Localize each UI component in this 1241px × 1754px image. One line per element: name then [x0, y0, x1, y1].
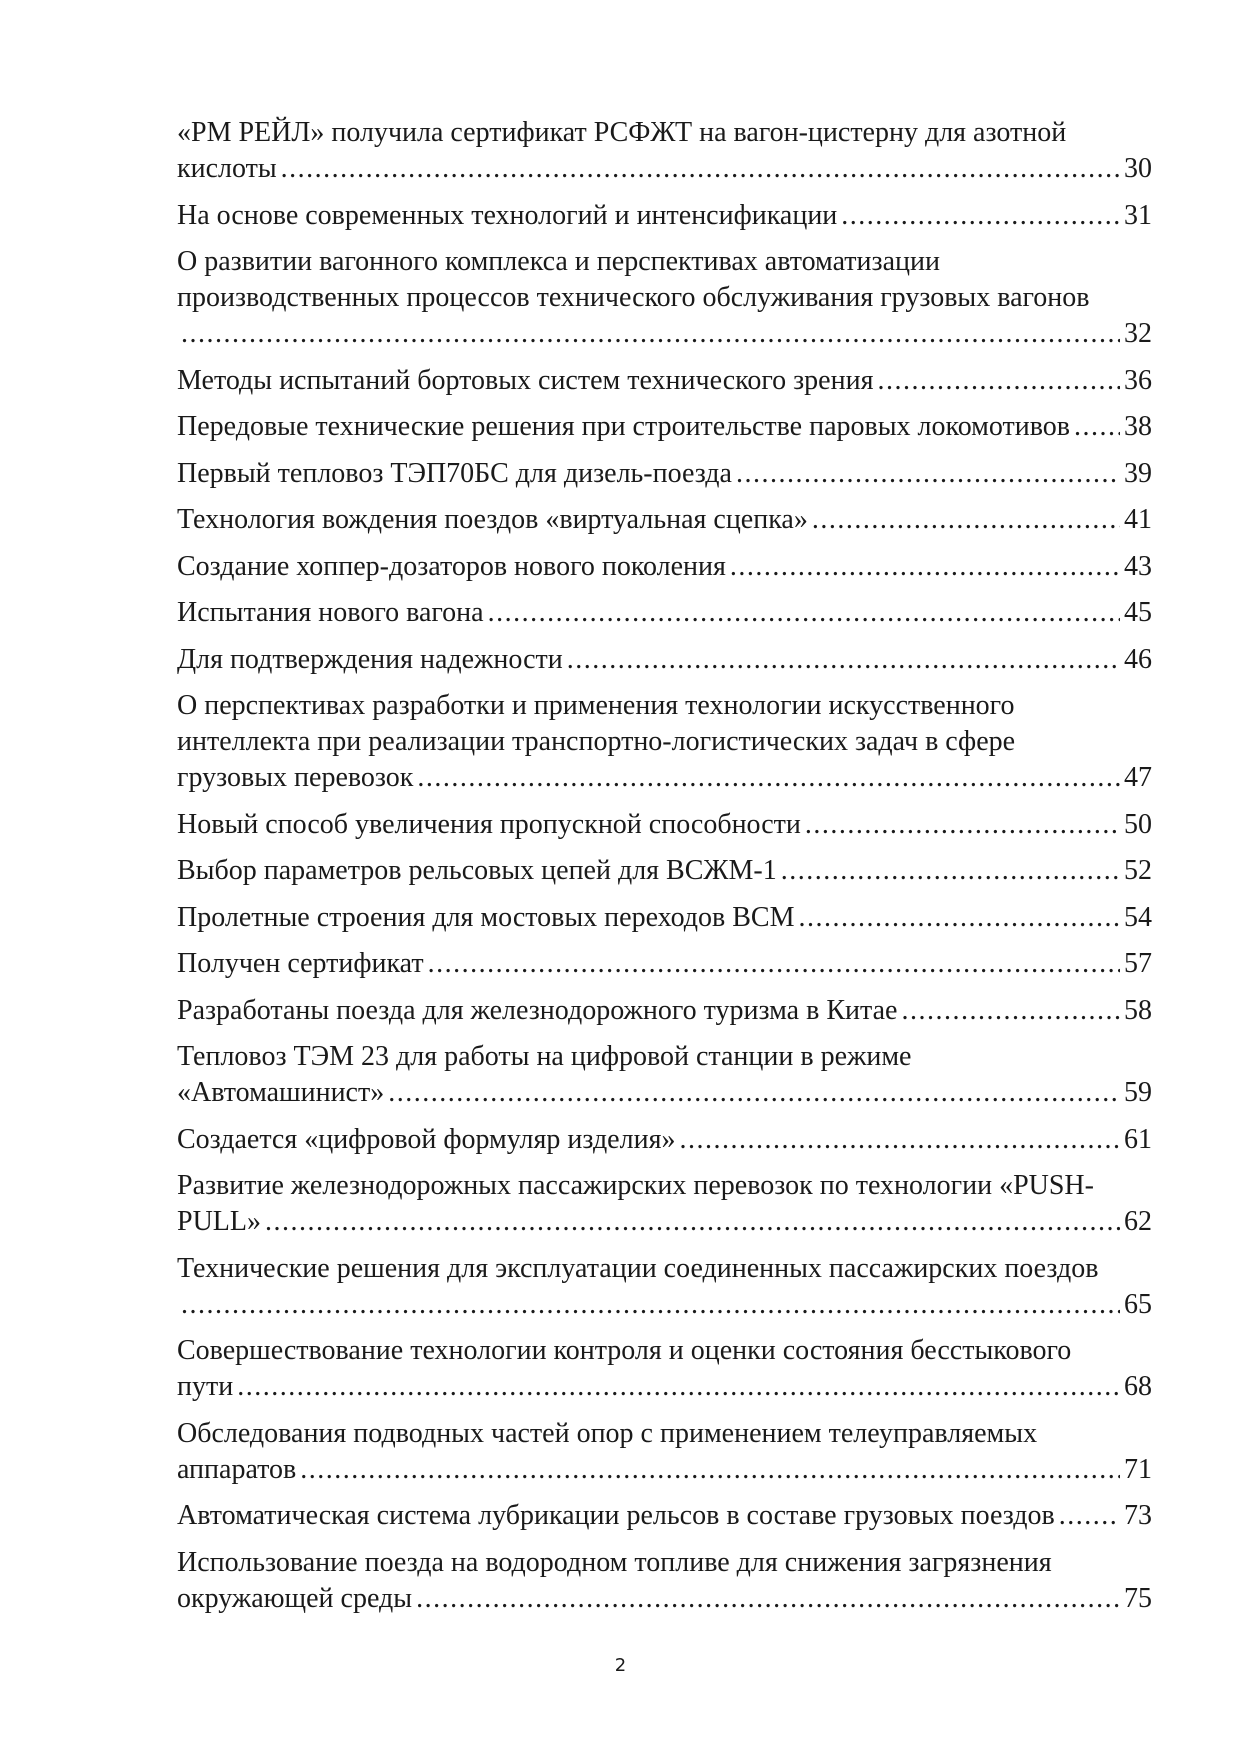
toc-entry-page-number: 47: [1124, 762, 1152, 793]
dot-leader: [799, 900, 1121, 936]
toc-entry-leader-line: [177, 595, 1152, 631]
toc-entry-title-line: Тепловоз ТЭМ 23 для работы на цифровой станции в режиме: [177, 1041, 912, 1072]
toc-entry-title-line: Обследования подводных частей опор с применением телеуправляемых: [177, 1417, 1038, 1449]
toc-entry-page-number: 43: [1124, 550, 1152, 582]
toc-entry[interactable]: [177, 244, 1152, 352]
toc-entry-page-number: 71: [1124, 1453, 1152, 1485]
toc-entry-title-line: Получен сертификат: [177, 948, 424, 979]
toc-entry-title-line: окружающей среды: [177, 1582, 413, 1614]
toc-entry[interactable]: [177, 900, 1152, 936]
toc-entry[interactable]: [177, 946, 1152, 982]
toc-entry-leader-line: [177, 993, 1152, 1029]
toc-entry-title-line: Выбор параметров рельсовых цепей для ВСЖМ-1: [177, 855, 777, 886]
toc-entry[interactable]: [177, 115, 1152, 187]
toc-entry[interactable]: [177, 1122, 1152, 1158]
toc-entry-leader-line: [177, 853, 1152, 889]
dot-leader: [781, 853, 1120, 889]
toc-entry-title-line: аппаратов: [177, 1453, 297, 1485]
dot-leader: [416, 1581, 1120, 1617]
toc-entry-title-line: кислоты: [177, 153, 277, 184]
dot-leader: [181, 1287, 1120, 1323]
dot-leader: [841, 198, 1120, 234]
dot-leader: [181, 316, 1120, 352]
toc-entry-leader-line: [177, 456, 1152, 492]
toc-entry-page-number: 59: [1124, 1077, 1152, 1108]
toc-entry-page-number: 41: [1124, 504, 1152, 535]
toc-entry-page-number: 58: [1124, 994, 1152, 1026]
toc-entry-page-number: 75: [1124, 1582, 1152, 1614]
toc-entry-leader-line: [177, 363, 1152, 399]
toc-entry[interactable]: [177, 1498, 1152, 1534]
toc-entry[interactable]: [177, 198, 1152, 234]
toc-entry-page-number: 50: [1124, 808, 1152, 840]
toc-entry[interactable]: [177, 456, 1152, 492]
toc-entry-title-line: Создание хоппер-дозаторов нового поколения: [177, 550, 726, 582]
toc-entry-page-number: 73: [1124, 1500, 1152, 1531]
dot-leader: [730, 549, 1120, 585]
toc-entry-leader-line: [177, 1075, 1152, 1111]
toc-entry-leader-line: [177, 1369, 1152, 1405]
toc-entry-title-line: Создается «цифровой формуляр изделия»: [177, 1123, 676, 1155]
dot-leader: [567, 642, 1120, 678]
toc-entry[interactable]: [177, 688, 1152, 796]
toc-entry-page-number: 68: [1124, 1371, 1152, 1402]
toc-entry-title-line: производственных процессов технического обслуживания грузовых вагонов: [177, 282, 1090, 313]
toc-entry-title-line: грузовых перевозок: [177, 762, 414, 793]
toc-entry-title-line: Методы испытаний бортовых систем технического зрения: [177, 364, 874, 396]
toc-entry[interactable]: [177, 993, 1152, 1029]
toc-entry[interactable]: [177, 642, 1152, 678]
toc-entry-page-number: 30: [1124, 153, 1152, 184]
toc-entry-title-line: интеллекта при реализации транспортно-логистических задач в сфере: [177, 726, 1016, 757]
toc-entry-title-line: Развитие железнодорожных пассажирских перевозок по технологии «PUSH-: [177, 1170, 1094, 1201]
toc-entry-page-number: 38: [1124, 411, 1152, 442]
page-number: 2: [614, 1655, 627, 1676]
toc-entry-page-number: 57: [1124, 948, 1152, 979]
toc-entry-leader-line: [177, 807, 1152, 843]
toc-entry[interactable]: [177, 1039, 1152, 1111]
toc-entry-title-line: Разработаны поезда для железнодорожного туризма в Китае: [177, 994, 898, 1026]
toc-entry-title-line: PULL»: [177, 1206, 261, 1237]
toc-entry-leader-line: [177, 316, 1152, 352]
toc-entry[interactable]: [177, 1545, 1152, 1617]
toc-entry-leader-line: [177, 900, 1152, 936]
toc-entry-leader-line: [177, 1122, 1152, 1158]
dot-leader: [805, 807, 1120, 843]
dot-leader: [300, 1452, 1120, 1488]
toc-entry-title-line: Совершествование технологии контроля и оценки состояния бесстыкового: [177, 1335, 1072, 1366]
dot-leader: [901, 993, 1120, 1029]
toc-entry-leader-line: [177, 1498, 1152, 1534]
dot-leader: [1059, 1498, 1120, 1534]
toc-entry-leader-line: [177, 642, 1152, 678]
toc-entry-title-line: «РМ РЕЙЛ» получила сертификат РСФЖТ на вагон-цистерну для азотной: [177, 117, 1067, 148]
toc-entry-page-number: 62: [1124, 1206, 1152, 1237]
toc-entry-title-line: На основе современных технологий и интенсификации: [177, 199, 838, 231]
dot-leader: [265, 1204, 1120, 1240]
toc-entry-title-line: Пролетные строения для мостовых переходов ВСМ: [177, 901, 795, 933]
toc-entry-page-number: 45: [1124, 597, 1152, 628]
toc-entry-title-line: О развитии вагонного комплекса и перспективах автоматизации: [177, 246, 940, 277]
toc-entry-page-number: 65: [1124, 1288, 1152, 1320]
dot-leader: [237, 1369, 1120, 1405]
dot-leader: [812, 502, 1120, 538]
toc-entry[interactable]: [177, 409, 1152, 445]
toc-entry-leader-line: [177, 1287, 1152, 1323]
toc-entry[interactable]: [177, 1333, 1152, 1405]
toc-entry-leader-line: [177, 502, 1152, 538]
toc-entry[interactable]: [177, 1168, 1152, 1240]
toc-entry-title-line: Технология вождения поездов «виртуальная сцепка»: [177, 504, 808, 535]
dot-leader: [428, 946, 1120, 982]
dot-leader: [1074, 409, 1120, 445]
toc-entry-title-line: пути: [177, 1371, 234, 1402]
toc-entry-title-line: О перспективах разработки и применения технологии искусственного: [177, 690, 1015, 721]
dot-leader: [281, 151, 1120, 187]
toc-entry[interactable]: [177, 807, 1152, 843]
toc-entry-leader-line: [177, 946, 1152, 982]
toc-entry-leader-line: [177, 409, 1152, 445]
toc-entry-page-number: 61: [1124, 1123, 1152, 1155]
toc-entry-leader-line: [177, 198, 1152, 234]
toc-entry-page-number: 52: [1124, 855, 1152, 886]
dot-leader: [488, 595, 1120, 631]
dot-leader: [417, 760, 1120, 796]
toc-entry[interactable]: [177, 363, 1152, 399]
toc-entry-page-number: 36: [1124, 364, 1152, 396]
toc-entry-title-line: Испытания нового вагона: [177, 597, 484, 628]
toc-entry-page-number: 32: [1124, 318, 1152, 349]
dot-leader: [388, 1075, 1120, 1111]
toc-entry-page-number: 54: [1124, 901, 1152, 933]
dot-leader: [679, 1122, 1120, 1158]
toc-entry-title-line: Автоматическая система лубрикации рельсов в составе грузовых поездов: [177, 1500, 1055, 1531]
dot-leader: [877, 363, 1120, 399]
toc-entry[interactable]: [177, 1416, 1152, 1488]
toc-entry-title-line: «Автомашинист»: [177, 1077, 385, 1108]
toc-entry-leader-line: [177, 549, 1152, 585]
dot-leader: [736, 456, 1120, 492]
toc-entry-title-line: Первый тепловоз ТЭП70БС для дизель-поезда: [177, 457, 732, 489]
toc-entry-leader-line: [177, 760, 1152, 796]
toc-entry[interactable]: [177, 1251, 1152, 1323]
table-of-contents: [177, 115, 1152, 1627]
toc-entry-title-line: Для подтверждения надежности: [177, 643, 563, 675]
toc-entry-title-line: Использование поезда на водородном топливе для снижения загрязнения: [177, 1546, 1052, 1578]
toc-entry[interactable]: [177, 853, 1152, 889]
toc-entry-page-number: 46: [1124, 643, 1152, 675]
toc-entry[interactable]: [177, 595, 1152, 631]
toc-entry-leader-line: [177, 1581, 1152, 1617]
toc-entry-leader-line: [177, 151, 1152, 187]
toc-entry[interactable]: [177, 502, 1152, 538]
toc-entry-page-number: 39: [1124, 457, 1152, 489]
toc-entry-leader-line: [177, 1204, 1152, 1240]
toc-entry-title-line: Технические решения для эксплуатации соединенных пассажирских поездов: [177, 1252, 1099, 1284]
toc-entry-page-number: 31: [1124, 199, 1152, 231]
toc-entry-title-line: Новый способ увеличения пропускной способности: [177, 808, 801, 840]
toc-entry-leader-line: [177, 1452, 1152, 1488]
toc-entry-title-line: Передовые технические решения при строительстве паровых локомотивов: [177, 411, 1070, 442]
toc-entry[interactable]: [177, 549, 1152, 585]
